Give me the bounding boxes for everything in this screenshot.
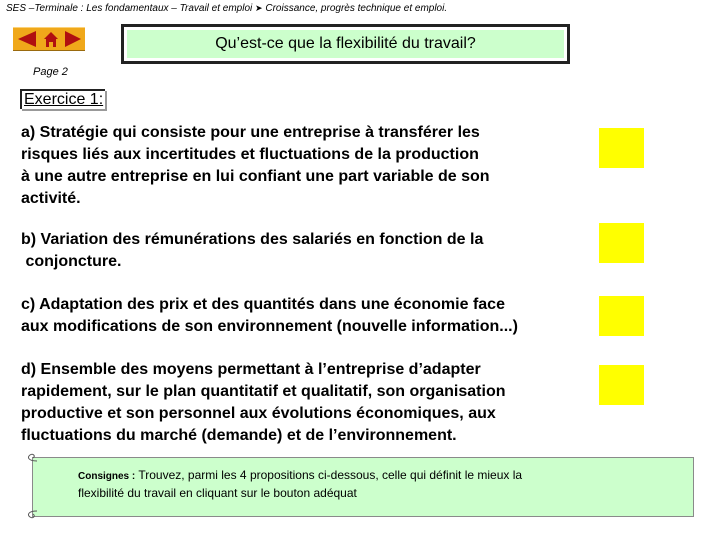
instructions-label: Consignes : xyxy=(78,471,136,482)
instructions-scroll xyxy=(26,453,694,521)
proposition-line: activité. xyxy=(21,190,81,207)
scroll-curl-top-icon xyxy=(26,453,38,463)
proposition-line: aux modifications de son environnement (nouvelle information...) xyxy=(21,318,518,335)
home-button[interactable] xyxy=(41,28,61,50)
breadcrumb-left: SES –Terminale : Les fondamentaux – Travail et emploi xyxy=(6,3,253,14)
instructions-text xyxy=(78,467,618,502)
exercise-title: Exercice 1: xyxy=(20,89,105,109)
page-title: Qu’est-ce que la flexibilité du travail? xyxy=(127,30,564,58)
arrow-right-icon xyxy=(63,30,83,48)
proposition-line: c) Adaptation des prix et des quantités dans une économie face xyxy=(21,296,505,313)
breadcrumb xyxy=(6,3,447,14)
proposition-a xyxy=(21,122,490,210)
next-slide-button[interactable] xyxy=(61,28,85,50)
answer-button-b[interactable] xyxy=(599,223,644,263)
proposition-line: rapidement, sur le plan quantitatif et qualitatif, son organisation xyxy=(21,383,506,400)
home-icon xyxy=(43,30,59,48)
proposition-d xyxy=(21,359,506,447)
breadcrumb-right: Croissance, progrès technique et emploi. xyxy=(265,3,448,14)
proposition-line: fluctuations du marché (demande) et de l’environnement. xyxy=(21,427,457,444)
page-number: Page 2 xyxy=(33,66,68,78)
title-frame xyxy=(121,24,570,64)
previous-slide-button[interactable] xyxy=(13,28,41,50)
proposition-line: a) Stratégie qui consiste pour une entreprise à transférer les xyxy=(21,124,480,141)
arrow-left-icon xyxy=(16,30,38,48)
proposition-b xyxy=(21,229,483,273)
proposition-c xyxy=(21,294,518,338)
proposition-line: à une autre entreprise en lui confiant une part variable de son xyxy=(21,168,490,185)
instructions-line-1: Trouvez, parmi les 4 propositions ci-dessous, celle qui définit le mieux la xyxy=(135,468,523,482)
answer-button-a[interactable] xyxy=(599,128,644,168)
breadcrumb-arrow-icon: ➤ xyxy=(255,3,263,13)
proposition-line: productive et son personnel aux évolutions économiques, aux xyxy=(21,405,496,422)
scroll-curl-bottom-icon xyxy=(26,509,38,519)
navigation-bar xyxy=(13,27,85,51)
proposition-line: risques liés aux incertitudes et fluctuations de la production xyxy=(21,146,479,163)
proposition-line: b) Variation des rémunérations des salariés en fonction de la xyxy=(21,231,484,248)
answer-button-c[interactable] xyxy=(599,296,644,336)
answer-button-d[interactable] xyxy=(599,365,644,405)
proposition-line: conjoncture. xyxy=(21,253,122,270)
proposition-line: d) Ensemble des moyens permettant à l’entreprise d’adapter xyxy=(21,361,481,378)
instructions-line-2: flexibilité du travail en cliquant sur le bouton adéquat xyxy=(78,486,357,500)
